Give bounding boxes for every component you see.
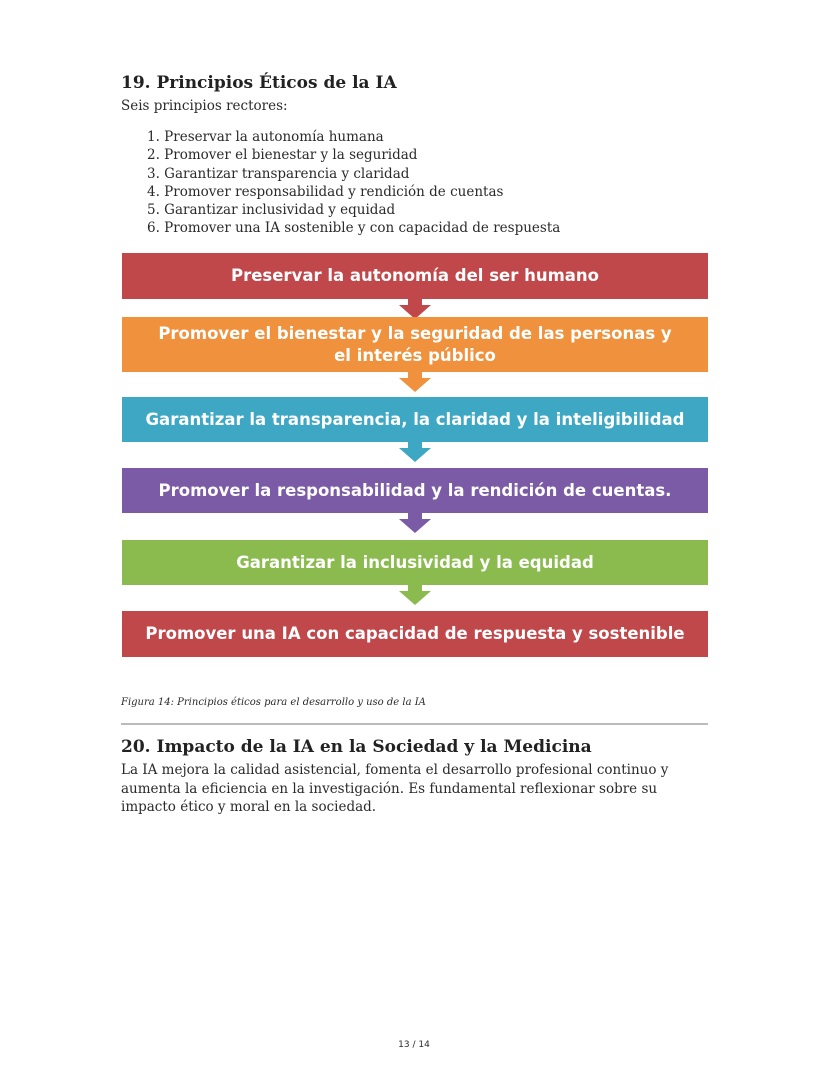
divider	[121, 723, 708, 725]
figure-caption: Figura 14: Principios éticos para el desarrollo y uso de la IA	[121, 697, 426, 708]
flow-step-4: Promover la responsabilidad y la rendición de cuentas.	[122, 468, 708, 513]
list-item: 2. Promover el bienestar y la seguridad	[147, 147, 418, 164]
list-item: 4. Promover responsabilidad y rendición de cuentas	[147, 183, 504, 200]
principles-list	[147, 128, 560, 238]
section-19-heading: 19. Principios Éticos de la IA	[121, 73, 397, 93]
principles-flow-diagram	[122, 253, 708, 657]
flow-step-1: Preservar la autonomía del ser humano	[122, 253, 708, 299]
flow-step-3: Garantizar la transparencia, la claridad y la inteligibilidad	[122, 397, 708, 442]
list-item: 3. Garantizar transparencia y claridad	[147, 165, 410, 182]
flow-step-5: Garantizar la inclusividad y la equidad	[122, 540, 708, 585]
arrow-down-icon	[399, 442, 431, 462]
list-item: 1. Preservar la autonomía humana	[147, 129, 384, 145]
section-20-body: La IA mejora la calidad asistencial, fomenta el desarrollo profesional continuo y aumenta la eficiencia en la investigación. Es fundamental reflexionar sobre su impacto ético y moral en la sociedad.	[121, 762, 669, 815]
flow-step-2: Promover el bienestar y la seguridad de las personas y el interés público	[122, 317, 708, 372]
section-20-heading: 20. Impacto de la IA en la Sociedad y la Medicina	[121, 737, 592, 757]
arrow-down-icon	[399, 299, 431, 319]
arrow-down-icon	[399, 585, 431, 605]
page-number: 13 / 14	[398, 1040, 430, 1050]
list-item: 5. Garantizar inclusividad y equidad	[147, 202, 396, 219]
flow-step-6: Promover una IA con capacidad de respuesta y sostenible	[122, 611, 708, 657]
arrow-down-icon	[399, 372, 431, 392]
list-item: 6. Promover una IA sostenible y con capacidad de respuesta	[147, 220, 561, 237]
section-19-intro: Seis principios rectores:	[121, 98, 288, 114]
arrow-down-icon	[399, 513, 431, 533]
